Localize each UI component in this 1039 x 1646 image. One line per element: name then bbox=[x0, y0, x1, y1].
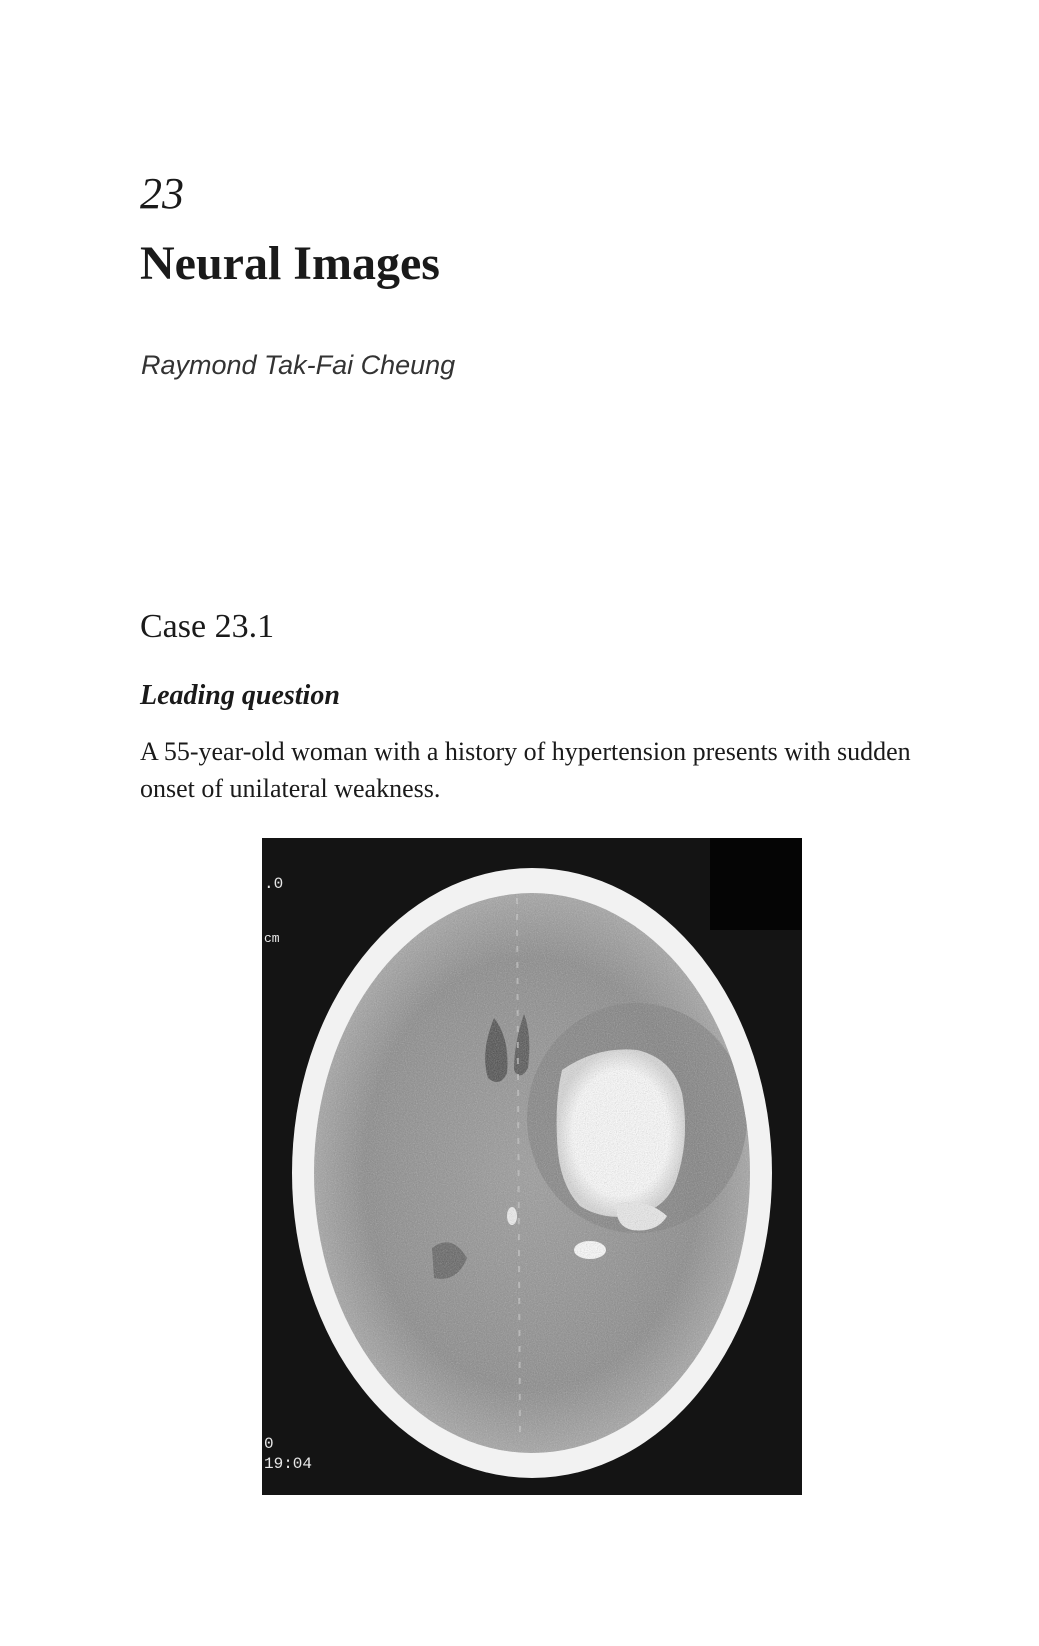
ct-scan-graphic bbox=[262, 838, 802, 1495]
overlay-bottom-zero: 0 bbox=[264, 1435, 274, 1453]
chapter-title: Neural Images bbox=[140, 237, 440, 290]
chapter-number: 23 bbox=[140, 169, 184, 218]
overlay-top-value: .0 bbox=[264, 875, 284, 893]
overlay-scale-unit: cm bbox=[264, 931, 280, 946]
case-heading: Case 23.1 bbox=[140, 608, 275, 645]
ct-scan-image bbox=[262, 838, 802, 1495]
chapter-author: Raymond Tak-Fai Cheung bbox=[141, 350, 456, 380]
leading-question-heading: Leading question bbox=[140, 680, 340, 711]
overlay-timestamp: 19:04 bbox=[264, 1455, 313, 1473]
case-description: A 55-year-old woman with a history of hypertension presents with sudden onset of unilateral weakness. bbox=[140, 737, 911, 803]
scan-dark-corner bbox=[710, 838, 802, 930]
